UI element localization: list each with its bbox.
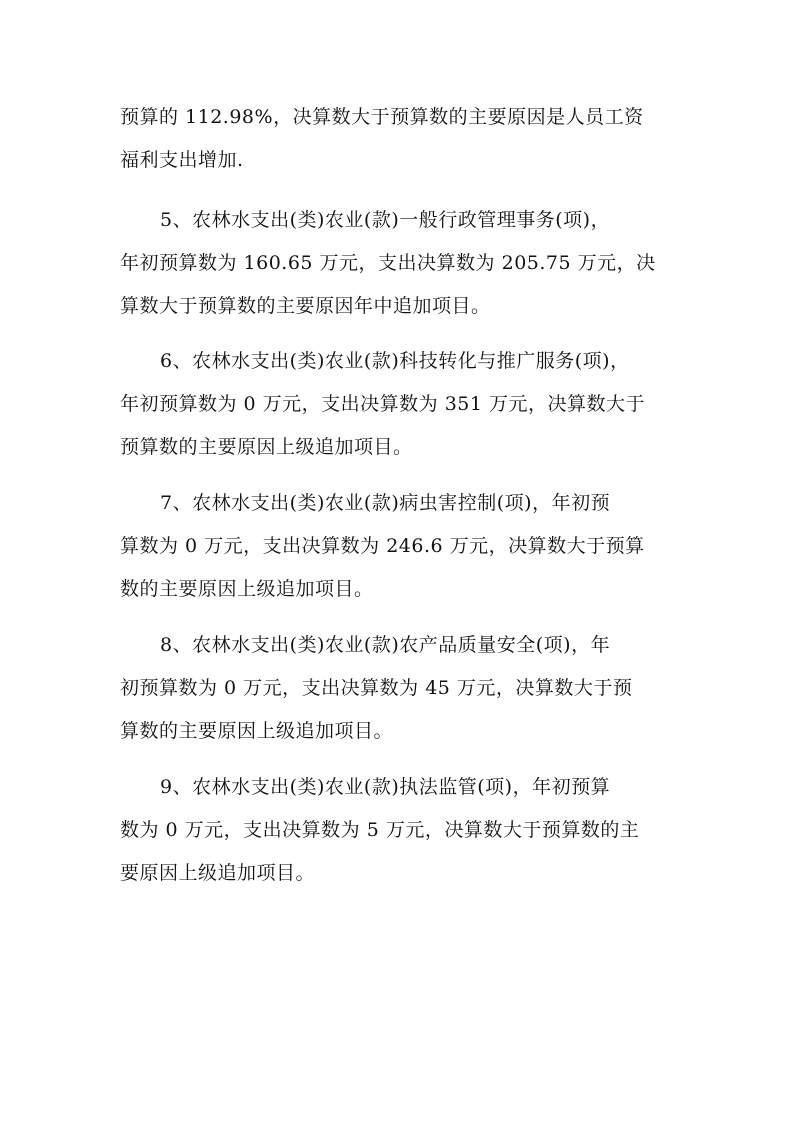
text-line: 算数为 0 万元，支出决算数为 246.6 万元，决算数大于预算: [120, 535, 645, 557]
text-line: 年初预算数为 0 万元，支出决算数为 351 万元，决算数大于: [120, 393, 646, 415]
text-line: 初预算数为 0 万元，支出决算数为 45 万元，决算数大于预: [120, 677, 633, 699]
text-line: 算数的主要原因上级追加项目。: [120, 720, 394, 742]
text-line: 数的主要原因上级追加项目。: [120, 578, 374, 600]
text-line: 5、农林水支出(类)农业(款)一般行政管理事务(项)，: [160, 209, 611, 231]
paragraph-continuation: [120, 96, 680, 182]
text-line: 算数大于预算数的主要原因年中追加项目。: [120, 295, 491, 317]
text-line: 福利支出增加.: [120, 149, 244, 171]
paragraph-item-8: [120, 624, 680, 753]
text-line: 数为 0 万元，支出决算数为 5 万元，决算数大于预算数的主: [120, 819, 640, 841]
text-line: 8、农林水支出(类)农业(款)农产品质量安全(项)，年: [160, 634, 611, 656]
text-line: 6、农林水支出(类)农业(款)科技转化与推广服务(项)，: [160, 350, 630, 372]
text-line: 预算数的主要原因上级追加项目。: [120, 436, 413, 458]
paragraph-item-7: [120, 482, 680, 611]
text-line: 要原因上级追加项目。: [120, 862, 316, 884]
text-line: 9、农林水支出(类)农业(款)执法监管(项)，年初预算: [160, 776, 611, 798]
text-line: 7、农林水支出(类)农业(款)病虫害控制(项)，年初预: [160, 492, 611, 514]
paragraph-item-9: [120, 766, 680, 895]
text-line: 预算的 112.98%，决算数大于预算数的主要原因是人员工资: [120, 106, 644, 128]
paragraph-item-6: [120, 340, 680, 469]
paragraph-item-5: [120, 199, 680, 328]
text-line: 年初预算数为 160.65 万元，支出决算数为 205.75 万元，决: [120, 252, 656, 274]
